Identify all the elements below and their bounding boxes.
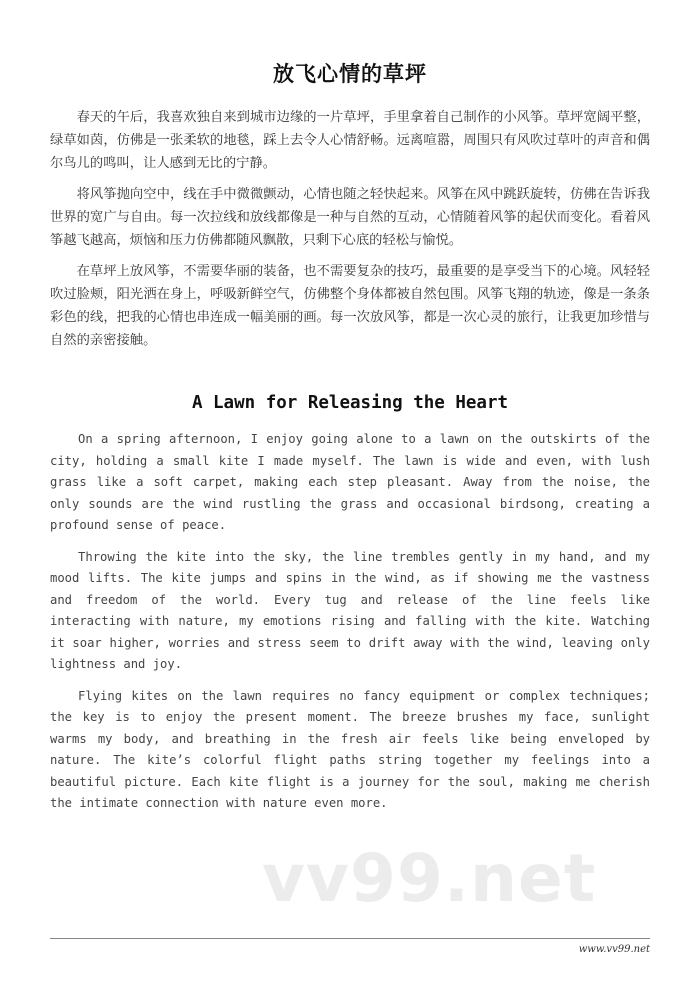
chinese-section bbox=[50, 58, 650, 360]
chinese-paragraph-2: 将风筝抛向空中，线在手中微微颤动，心情也随之轻快起来。风筝在风中跳跃旋转，仿佛在告诉我世界的宽广与自由。每一次拉线和放线都像是一种与自然的互动，心情随着风筝的起伏而变化。看着风筝越飞越高，烦恼和压力仿佛都随风飘散，只剩下心底的轻松与愉悦。 bbox=[50, 187, 650, 248]
english-paragraph-3: Flying kites on the lawn requires no fancy equipment or complex techniques; the key is to enjoy the present moment. The breeze brushes my face, sunlight warms my body, and breathing in the fresh air feels like being enveloped by nature. The kite’s colorful flight paths string together my feelings into a beautiful picture. Each kite flight is a journey for the soul, making me cherish the intimate connection with nature even more. bbox=[50, 688, 650, 810]
english-title: A Lawn for Releasing the Heart bbox=[191, 393, 509, 413]
footer-url: www.vv99.net bbox=[578, 944, 650, 955]
english-paragraph-1: On a spring afternoon, I enjoy going alone to a lawn on the outskirts of the city, holding a small kite I made myself. The lawn is wide and even, with lush grass like a soft carpet, making each step pleasant. Away from the noise, the only sounds are the wind rustling the grass and occasional birdsong, creating a profound sense of peace. bbox=[50, 432, 650, 532]
footer-divider bbox=[50, 938, 650, 939]
english-paragraph-2: Throwing the kite into the sky, the line trembles gently in my hand, and my mood lifts. The kite jumps and spins in the wind, as if showing me the vastness and freedom of the world. Every tug and release of the line feels like interacting with nature, my emotions rising and falling with the kite. Watching it soar higher, worries and stress seem to drift away with the wind, leaving only lightness and joy. bbox=[50, 549, 650, 671]
chinese-paragraph-3: 在草坪上放风筝，不需要华丽的装备，也不需要复杂的技巧，最重要的是享受当下的心境。风轻轻吹过脸颊，阳光洒在身上，呼吸新鲜空气，仿佛整个身体都被自然包围。风筝飞翔的轨迹，像是一条条彩色的线，把我的心情也串连成一幅美丽的画。每一次放风筝，都是一次心灵的旅行，让我更加珍惜与自然的亲密接触。 bbox=[50, 264, 650, 348]
chinese-title: 放飞心情的草坪 bbox=[273, 61, 427, 86]
english-section bbox=[50, 393, 650, 825]
watermark-text: vv99.net bbox=[262, 840, 597, 917]
chinese-paragraph-1: 春天的午后，我喜欢独自来到城市边缘的一片草坪，手里拿着自己制作的小风筝。草坪宽阔平整，绿草如茵，仿佛是一张柔软的地毯，踩上去令人心情舒畅。远离喧嚣，周围只有风吹过草叶的声音和偶尔鸟儿的鸣叫，让人感到无比的宁静。 bbox=[50, 110, 650, 171]
